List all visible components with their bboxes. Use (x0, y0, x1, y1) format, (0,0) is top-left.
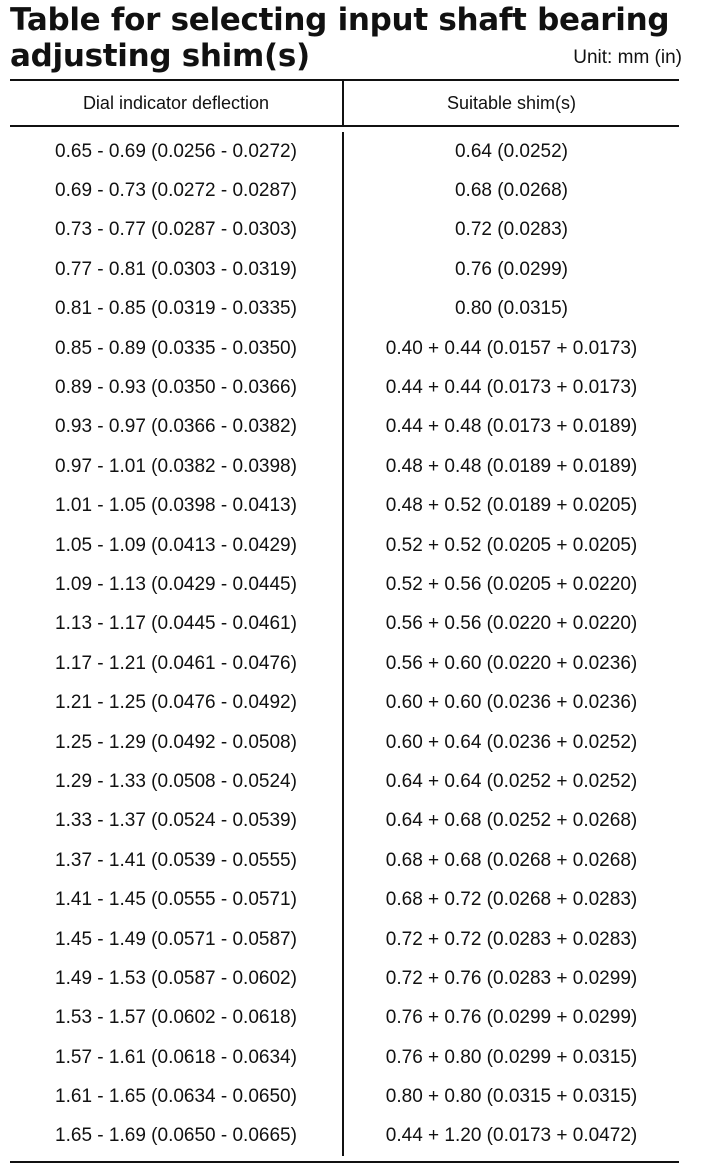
deflection-cell: 0.93 - 0.97 (0.0366 - 0.0382) (10, 408, 344, 447)
deflection-cell: 1.45 - 1.49 (0.0571 - 0.0587) (10, 920, 344, 959)
table-row (10, 487, 679, 526)
page-title-line-2: adjusting shim(s) (10, 38, 310, 74)
deflection-cell: 1.13 - 1.17 (0.0445 - 0.0461) (10, 605, 344, 644)
table-row (10, 605, 679, 644)
deflection-cell: 1.05 - 1.09 (0.0413 - 0.0429) (10, 526, 344, 565)
deflection-cell: 1.09 - 1.13 (0.0429 - 0.0445) (10, 565, 344, 604)
shim-cell: 0.64 + 0.64 (0.0252 + 0.0252) (385, 770, 638, 792)
table-row (10, 683, 679, 722)
unit-label: Unit: mm (in) (573, 47, 682, 68)
shim-cell: 0.72 (0.0283) (454, 219, 569, 241)
shim-cell: 0.76 + 0.80 (0.0299 + 0.0315) (385, 1046, 638, 1068)
shim-cell: 0.44 + 1.20 (0.0173 + 0.0472) (385, 1125, 638, 1147)
table-row (10, 802, 679, 841)
deflection-cell: 0.65 - 0.69 (0.0256 - 0.0272) (10, 132, 344, 171)
shim-cell: 0.80 (0.0315) (454, 298, 569, 320)
table-row (10, 880, 679, 919)
title-block (10, 2, 682, 74)
shim-cell: 0.56 + 0.56 (0.0220 + 0.0220) (385, 613, 638, 635)
table-header-row (10, 81, 679, 127)
table-row (10, 132, 679, 171)
deflection-cell: 1.61 - 1.65 (0.0634 - 0.0650) (10, 1077, 344, 1116)
table-row (10, 565, 679, 604)
table-row (10, 644, 679, 683)
deflection-cell: 1.29 - 1.33 (0.0508 - 0.0524) (10, 762, 344, 801)
shim-cell: 0.52 + 0.56 (0.0205 + 0.0220) (385, 573, 638, 595)
table-row (10, 762, 679, 801)
deflection-cell: 1.25 - 1.29 (0.0492 - 0.0508) (10, 723, 344, 762)
table-row (10, 999, 679, 1038)
shim-cell: 0.52 + 0.52 (0.0205 + 0.0205) (385, 534, 638, 556)
table-row (10, 290, 679, 329)
table-row (10, 447, 679, 486)
shim-cell: 0.60 + 0.64 (0.0236 + 0.0252) (385, 731, 638, 753)
shim-cell: 0.76 (0.0299) (454, 258, 569, 280)
deflection-cell: 1.65 - 1.69 (0.0650 - 0.0665) (10, 1117, 344, 1156)
deflection-cell: 0.69 - 0.73 (0.0272 - 0.0287) (10, 171, 344, 210)
shim-cell: 0.80 + 0.80 (0.0315 + 0.0315) (385, 1086, 638, 1108)
header-dial-indicator-deflection: Dial indicator deflection (10, 81, 344, 125)
shim-cell: 0.60 + 0.60 (0.0236 + 0.0236) (385, 692, 638, 714)
shim-cell: 0.44 + 0.48 (0.0173 + 0.0189) (385, 416, 638, 438)
table-row (10, 171, 679, 210)
shim-cell: 0.72 + 0.76 (0.0283 + 0.0299) (385, 967, 638, 989)
table-row (10, 408, 679, 447)
deflection-cell: 0.85 - 0.89 (0.0335 - 0.0350) (10, 329, 344, 368)
shim-cell: 0.48 + 0.48 (0.0189 + 0.0189) (385, 455, 638, 477)
table-row (10, 959, 679, 998)
deflection-cell: 0.97 - 1.01 (0.0382 - 0.0398) (10, 447, 344, 486)
table-row (10, 211, 679, 250)
deflection-cell: 1.57 - 1.61 (0.0618 - 0.0634) (10, 1038, 344, 1077)
page-title-line-1: Table for selecting input shaft bearing (10, 2, 670, 38)
shim-cell: 0.68 + 0.68 (0.0268 + 0.0268) (385, 849, 638, 871)
shim-cell: 0.68 (0.0268) (454, 180, 569, 202)
table-row (10, 526, 679, 565)
shim-cell: 0.48 + 0.52 (0.0189 + 0.0205) (385, 495, 638, 517)
shim-cell: 0.68 + 0.72 (0.0268 + 0.0283) (385, 889, 638, 911)
table-row (10, 723, 679, 762)
shim-cell: 0.64 + 0.68 (0.0252 + 0.0268) (385, 810, 638, 832)
deflection-cell: 1.17 - 1.21 (0.0461 - 0.0476) (10, 644, 344, 683)
table-row (10, 1038, 679, 1077)
table-row (10, 368, 679, 407)
deflection-cell: 1.37 - 1.41 (0.0539 - 0.0555) (10, 841, 344, 880)
shim-cell: 0.76 + 0.76 (0.0299 + 0.0299) (385, 1007, 638, 1029)
deflection-cell: 0.89 - 0.93 (0.0350 - 0.0366) (10, 368, 344, 407)
table-row (10, 1117, 679, 1156)
table-row (10, 841, 679, 880)
deflection-cell: 1.01 - 1.05 (0.0398 - 0.0413) (10, 487, 344, 526)
table-row (10, 250, 679, 289)
deflection-cell: 0.77 - 0.81 (0.0303 - 0.0319) (10, 250, 344, 289)
table-row (10, 329, 679, 368)
deflection-cell: 0.73 - 0.77 (0.0287 - 0.0303) (10, 211, 344, 250)
deflection-cell: 1.21 - 1.25 (0.0476 - 0.0492) (10, 683, 344, 722)
shim-cell: 0.64 (0.0252) (454, 140, 569, 162)
deflection-cell: 1.33 - 1.37 (0.0524 - 0.0539) (10, 802, 344, 841)
shim-cell: 0.72 + 0.72 (0.0283 + 0.0283) (385, 928, 638, 950)
shim-cell: 0.56 + 0.60 (0.0220 + 0.0236) (385, 652, 638, 674)
deflection-cell: 1.41 - 1.45 (0.0555 - 0.0571) (10, 880, 344, 919)
deflection-cell: 1.53 - 1.57 (0.0602 - 0.0618) (10, 999, 344, 1038)
table-body (10, 127, 679, 1161)
table-row (10, 920, 679, 959)
shim-cell: 0.40 + 0.44 (0.0157 + 0.0173) (385, 337, 638, 359)
deflection-cell: 1.49 - 1.53 (0.0587 - 0.0602) (10, 959, 344, 998)
deflection-cell: 0.81 - 0.85 (0.0319 - 0.0335) (10, 290, 344, 329)
shim-cell: 0.44 + 0.44 (0.0173 + 0.0173) (385, 377, 638, 399)
header-suitable-shims: Suitable shim(s) (446, 92, 577, 113)
shim-selection-table (10, 79, 679, 1163)
table-row (10, 1077, 679, 1116)
